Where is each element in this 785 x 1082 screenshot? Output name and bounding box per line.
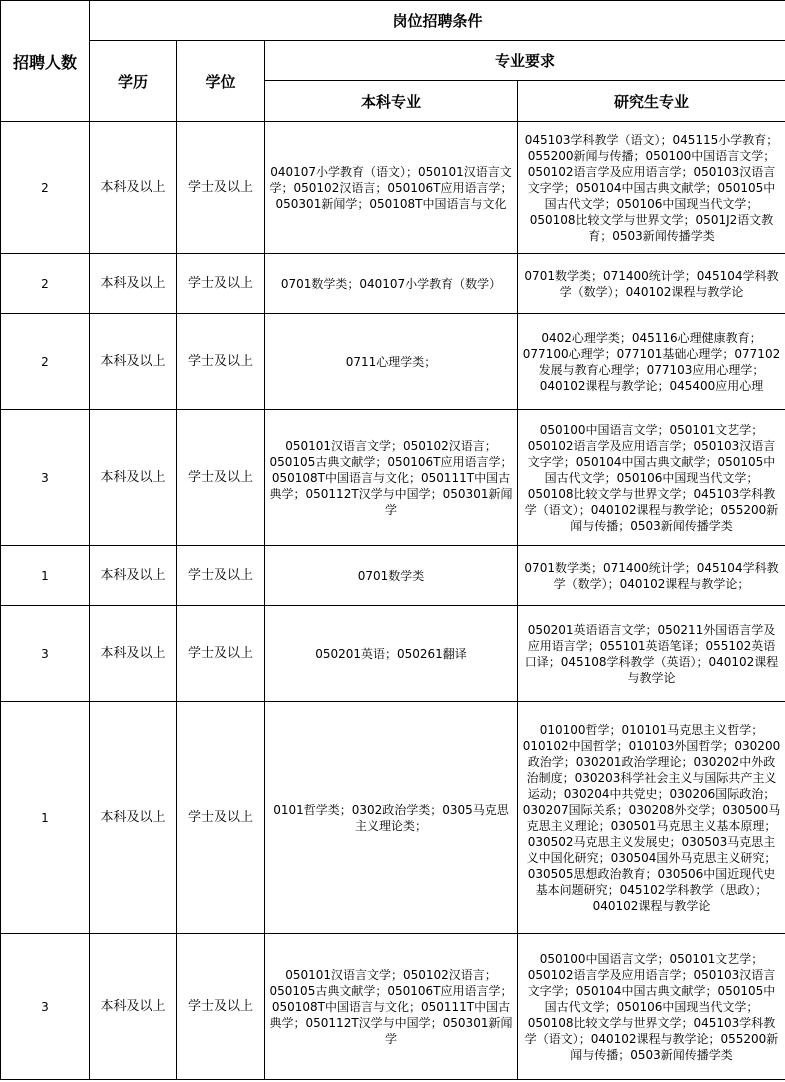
table-row	[1, 254, 785, 314]
cell-undergrad-major: 0701数学类	[265, 546, 518, 606]
cell-postgrad-major: 050100中国语言文学；050101文艺学；050102语言学及应用语言学；050103汉语言文字学；050104中国古典文献学；050105中国古代文学；050106中国现当代文学；050108比较文学与世界文学；045103学科教学（语文）；040102课程与教学论；055200新闻与传播；0503新闻传播学类	[518, 934, 785, 1080]
header-degree: 学位	[177, 41, 265, 122]
cell-education: 本科及以上	[90, 606, 177, 702]
cell-degree: 学士及以上	[177, 606, 265, 702]
cell-undergrad-major: 050101汉语言文学；050102汉语言；050105古典文献学；050106T应用语言学；050108T中国语言与文化；050111T中国古典学；050112T汉学与中国学；050301新闻学	[265, 934, 518, 1080]
cell-postgrad-major: 050201英语语言文学；050211外国语言学及应用语言学；055101英语笔译；055102英语口译；045108学科教学（英语）；040102课程与教学论	[518, 606, 785, 702]
table-row	[1, 314, 785, 410]
table-row	[1, 702, 785, 934]
cell-postgrad-major: 010100哲学；010101马克思主义哲学；010102中国哲学；010103外国哲学；030200政治学；030201政治学理论；030202中外政治制度；030203科学社会主义与国际共产主义运动；030204中共党史；030206国际政治；030207国际关系；030208外交学；030500马克思主义理论；030501马克思主义基本原理；030502马克思主义发展史；030503马克思主义中国化研究；030504国外马克思主义研究；030505思想政治教育；030506中国近现代史基本问题研究；045102学科教学（思政）；040102课程与教学论	[518, 702, 785, 934]
header-postgrad-major: 研究生专业	[518, 81, 785, 122]
header-recruit-count: 招聘人数	[1, 1, 90, 122]
table-row	[1, 122, 785, 254]
cell-count: 2	[1, 254, 90, 314]
cell-postgrad-major: 0701数学类；071400统计学；045104学科教学（数学）；040102课程与教学论；	[518, 546, 785, 606]
cell-degree: 学士及以上	[177, 702, 265, 934]
cell-postgrad-major: 0701数学类；071400统计学；045104学科教学（数学）；040102课程与教学论	[518, 254, 785, 314]
cell-degree: 学士及以上	[177, 314, 265, 410]
cell-count: 1	[1, 546, 90, 606]
cell-undergrad-major: 0701数学类；040107小学教育（数学）	[265, 254, 518, 314]
header-education: 学历	[90, 41, 177, 122]
cell-count: 1	[1, 702, 90, 934]
cell-education: 本科及以上	[90, 122, 177, 254]
cell-undergrad-major: 050201英语；050261翻译	[265, 606, 518, 702]
cell-education: 本科及以上	[90, 410, 177, 546]
cell-education: 本科及以上	[90, 702, 177, 934]
cell-postgrad-major: 045103学科教学（语文）；045115小学教育；055200新闻与传播；050100中国语言文学；050102语言学及应用语言学；050103汉语言文字学；050104中国古典文献学；050105中国古代文学；050106中国现当代文学；050108比较文学与世界文学；0501J2语文教育；0503新闻传播学类	[518, 122, 785, 254]
cell-degree: 学士及以上	[177, 546, 265, 606]
header-conditions: 岗位招聘条件	[90, 1, 785, 41]
cell-postgrad-major: 0402心理学类；045116心理健康教育；077100心理学；077101基础心理学；077102发展与教育心理学；077103应用心理学；040102课程与教学论；045400应用心理	[518, 314, 785, 410]
cell-degree: 学士及以上	[177, 254, 265, 314]
cell-education: 本科及以上	[90, 314, 177, 410]
header-major-requirements: 专业要求	[265, 41, 785, 81]
cell-undergrad-major: 040107小学教育（语文）；050101汉语言文学；050102汉语言；050106T应用语言学；050301新闻学；050108T中国语言与文化	[265, 122, 518, 254]
cell-count: 2	[1, 122, 90, 254]
cell-education: 本科及以上	[90, 934, 177, 1080]
table-row	[1, 606, 785, 702]
cell-degree: 学士及以上	[177, 410, 265, 546]
cell-count: 3	[1, 606, 90, 702]
header-undergrad-major: 本科专业	[265, 81, 518, 122]
cell-postgrad-major: 050100中国语言文学；050101文艺学；050102语言学及应用语言学；050103汉语言文字学；050104中国古典文献学；050105中国古代文学；050106中国现当代文学；050108比较文学与世界文学；045103学科教学（语文）；040102课程与教学论；055200新闻与传播；0503新闻传播学类	[518, 410, 785, 546]
cell-education: 本科及以上	[90, 254, 177, 314]
cell-count: 3	[1, 410, 90, 546]
cell-count: 2	[1, 314, 90, 410]
cell-undergrad-major: 0711心理学类；	[265, 314, 518, 410]
cell-count: 3	[1, 934, 90, 1080]
cell-education: 本科及以上	[90, 546, 177, 606]
cell-degree: 学士及以上	[177, 122, 265, 254]
table-row	[1, 934, 785, 1080]
cell-degree: 学士及以上	[177, 934, 265, 1080]
cell-undergrad-major: 0101哲学类；0302政治学类；0305马克思主义理论类；	[265, 702, 518, 934]
table-row	[1, 410, 785, 546]
table-row	[1, 546, 785, 606]
cell-undergrad-major: 050101汉语言文学；050102汉语言；050105古典文献学；050106T应用语言学；050108T中国语言与文化；050111T中国古典学；050112T汉学与中国学；050301新闻学	[265, 410, 518, 546]
